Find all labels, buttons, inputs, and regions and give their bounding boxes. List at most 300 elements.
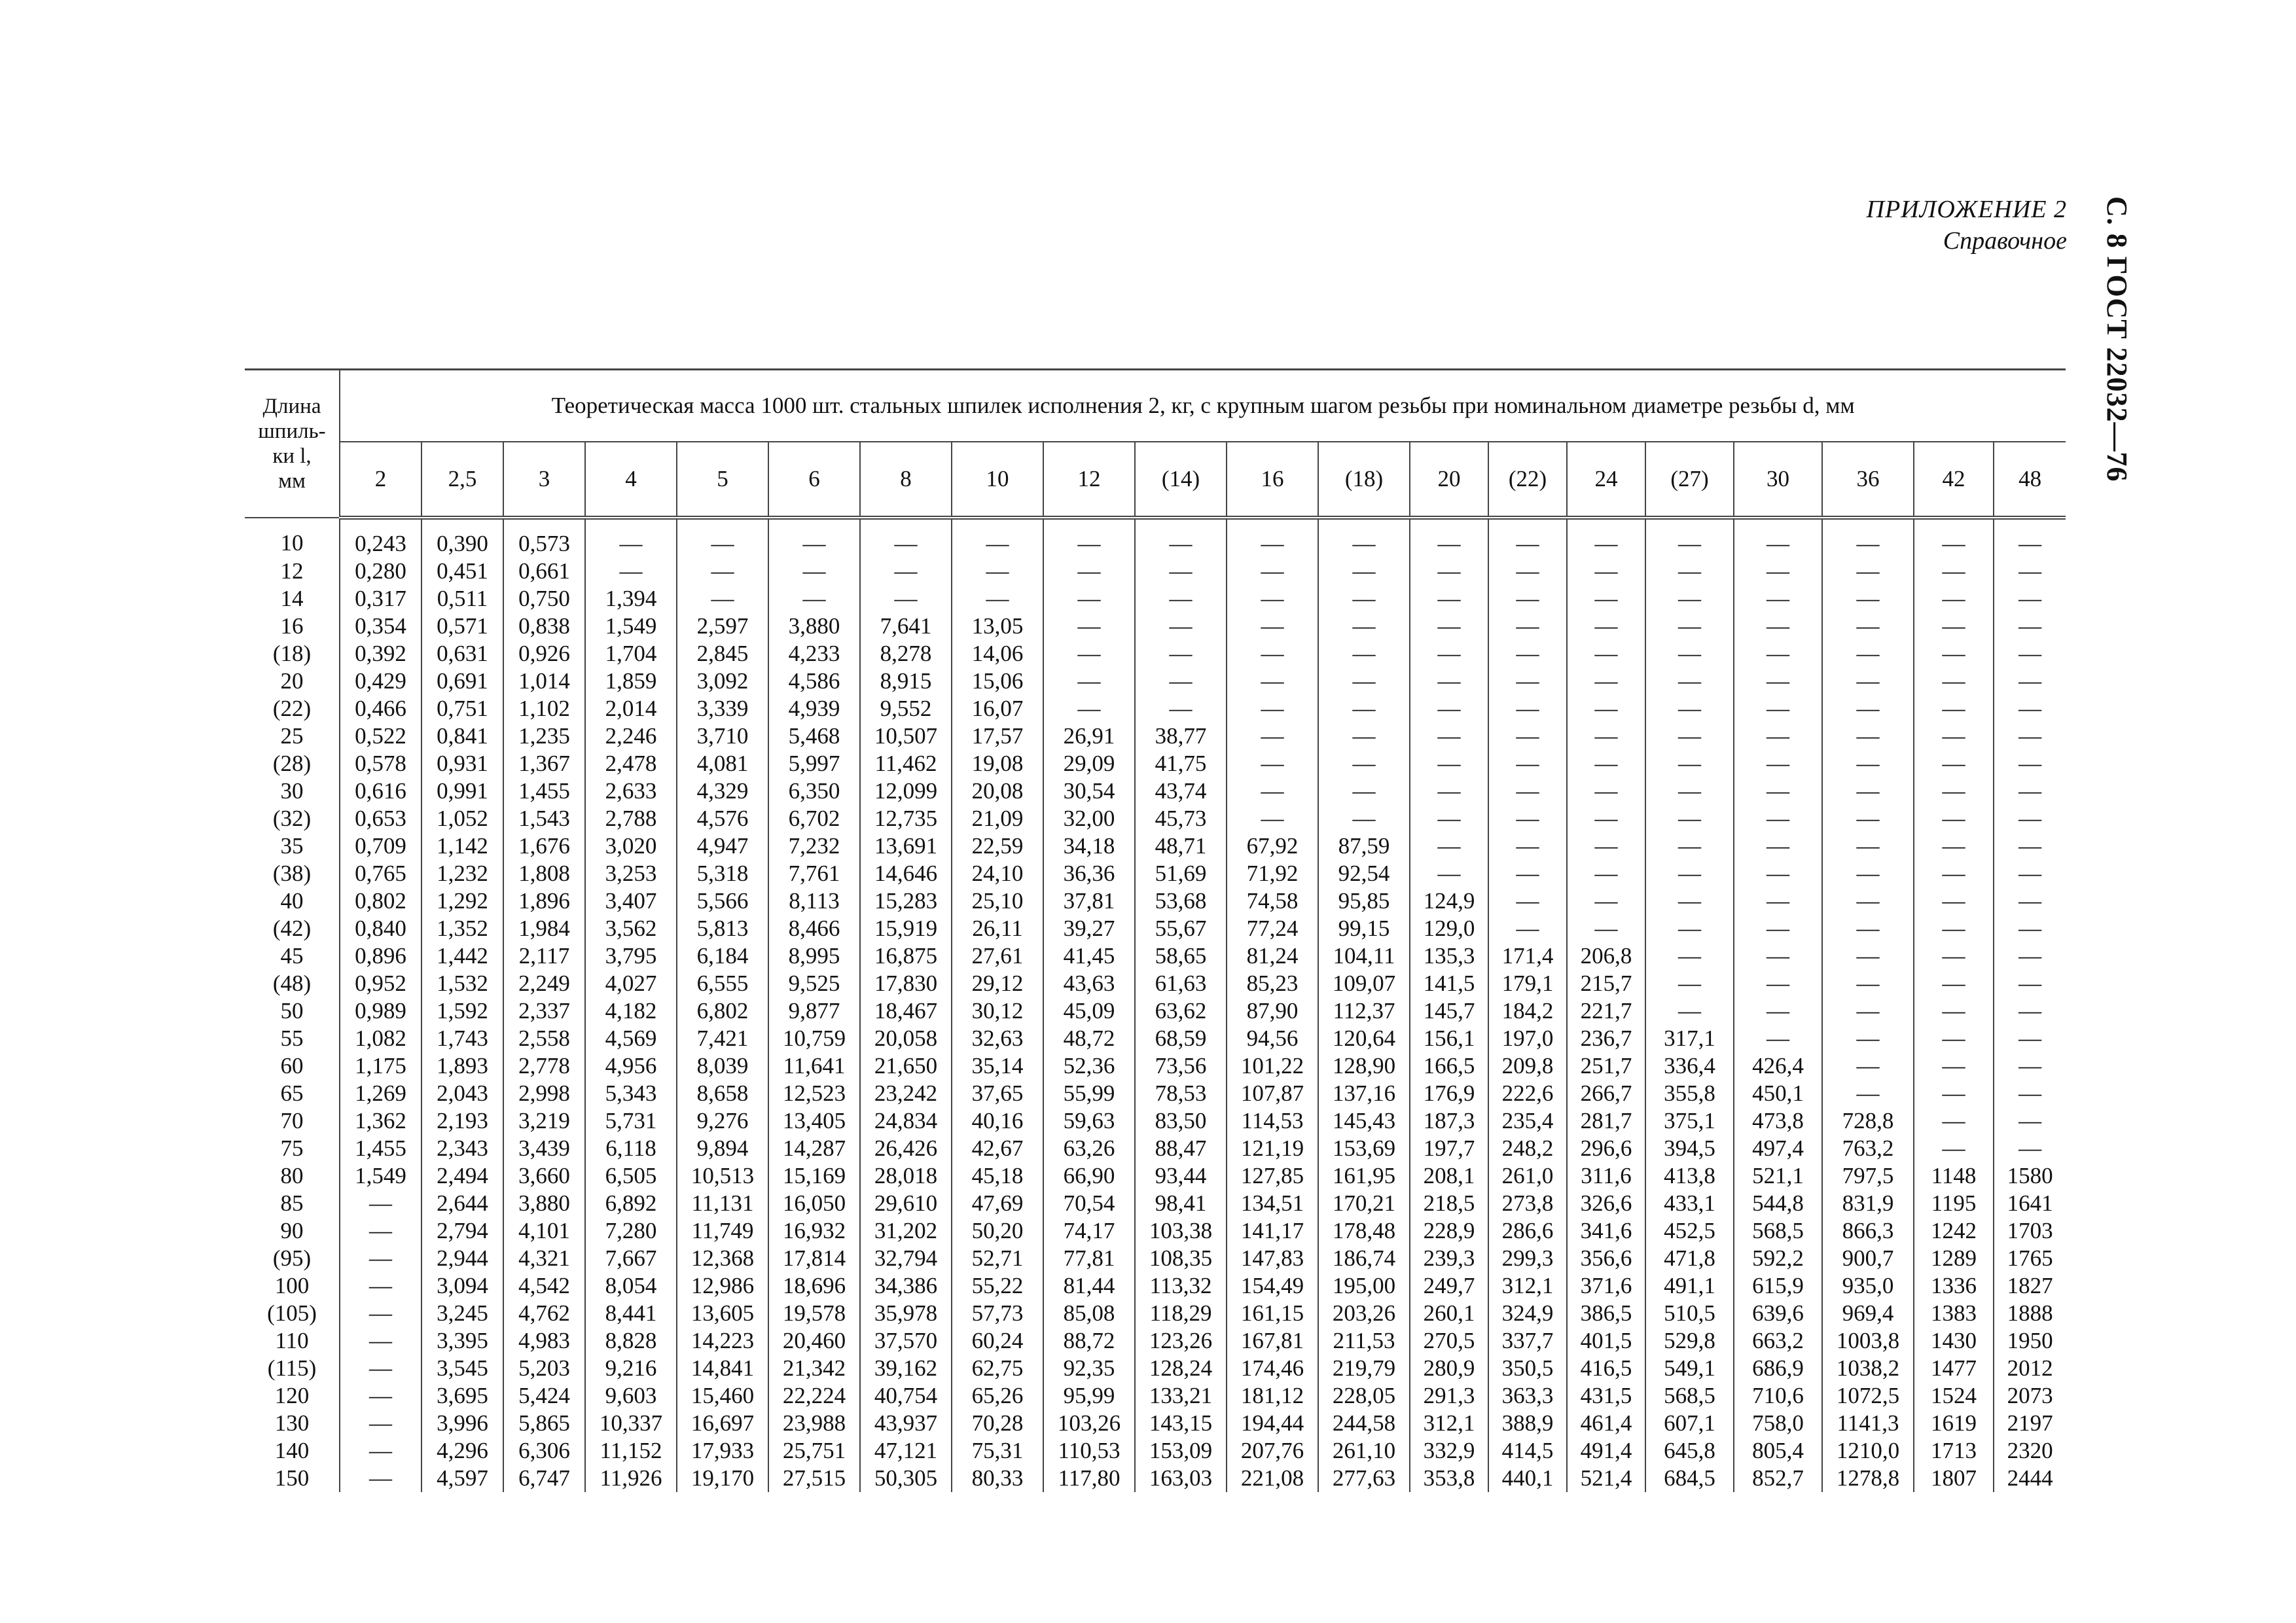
mass-cell: 3,245 [422, 1300, 503, 1327]
mass-cell: 6,184 [677, 942, 768, 970]
mass-cell: 1950 [1994, 1327, 2066, 1355]
mass-cell: — [1410, 777, 1488, 805]
mass-cell: 5,731 [585, 1107, 677, 1135]
mass-cell: 0,926 [503, 640, 585, 668]
length-cell: 35 [245, 832, 340, 860]
mass-cell: 1,082 [340, 1025, 422, 1052]
mass-cell: 0,571 [422, 613, 503, 640]
mass-cell: 9,525 [768, 970, 860, 997]
mass-cell: — [1567, 558, 1645, 585]
mass-cell: 20,058 [860, 1025, 952, 1052]
mass-cell: 0,661 [503, 558, 585, 585]
mass-cell: 1210,0 [1822, 1437, 1914, 1465]
mass-cell: — [1822, 640, 1914, 668]
table-row [245, 970, 2066, 997]
mass-cell: — [1227, 777, 1318, 805]
mass-cell: 249,7 [1410, 1272, 1488, 1300]
mass-cell: 3,094 [422, 1272, 503, 1300]
mass-cell: 20,08 [952, 777, 1043, 805]
mass-cell: 26,426 [860, 1135, 952, 1162]
mass-cell: 1888 [1994, 1300, 2066, 1327]
mass-cell: — [1227, 722, 1318, 750]
mass-cell: 277,63 [1318, 1465, 1410, 1492]
mass-cell: 2,246 [585, 722, 677, 750]
mass-cell: 161,95 [1318, 1162, 1410, 1190]
mass-cell: — [1994, 613, 2066, 640]
mass-cell: 805,4 [1734, 1437, 1822, 1465]
mass-cell: 2,633 [585, 777, 677, 805]
mass-cell: — [1410, 640, 1488, 668]
table-row [245, 942, 2066, 970]
mass-cell: 1,269 [340, 1080, 422, 1107]
mass-cell: — [1488, 640, 1567, 668]
mass-cell: 25,10 [952, 887, 1043, 915]
diameter-header: (14) [1135, 442, 1227, 518]
mass-cell: 440,1 [1488, 1465, 1567, 1492]
mass-cell: 1,592 [422, 997, 503, 1025]
length-cell: 140 [245, 1437, 340, 1465]
table-caption: Теоретическая масса 1000 шт. стальных шпилек исполнения 2, кг, с крупным шагом резьбы при номинальном диаметре резьбы d, мм [340, 370, 2066, 442]
mass-cell: 3,996 [422, 1410, 503, 1437]
table-row [245, 1190, 2066, 1217]
mass-cell: 568,5 [1645, 1382, 1734, 1410]
mass-cell: 31,202 [860, 1217, 952, 1245]
table-row [245, 1382, 2066, 1410]
mass-cell: 6,350 [768, 777, 860, 805]
mass-cell: 195,00 [1318, 1272, 1410, 1300]
mass-cell: 831,9 [1822, 1190, 1914, 1217]
mass-cell: 763,2 [1822, 1135, 1914, 1162]
mass-cell: — [340, 1272, 422, 1300]
mass-cell: — [1488, 585, 1567, 613]
mass-cell: 592,2 [1734, 1245, 1822, 1272]
mass-cell: 401,5 [1567, 1327, 1645, 1355]
mass-cell: — [1734, 613, 1822, 640]
mass-cell: 156,1 [1410, 1025, 1488, 1052]
diameter-header: 36 [1822, 442, 1914, 518]
mass-cell: 291,3 [1410, 1382, 1488, 1410]
mass-cell: — [1994, 750, 2066, 777]
mass-cell: 758,0 [1734, 1410, 1822, 1437]
mass-cell: 208,1 [1410, 1162, 1488, 1190]
mass-cell: 1,549 [585, 613, 677, 640]
mass-cell: 426,4 [1734, 1052, 1822, 1080]
mass-cell: 6,702 [768, 805, 860, 832]
table-row [245, 585, 2066, 613]
mass-cell: — [1567, 832, 1645, 860]
mass-cell: 14,841 [677, 1355, 768, 1382]
mass-cell: — [1043, 558, 1135, 585]
mass-cell: 206,8 [1567, 942, 1645, 970]
mass-cell: — [1043, 695, 1135, 722]
mass-cell: — [1822, 750, 1914, 777]
mass-cell: 324,9 [1488, 1300, 1567, 1327]
mass-cell: 0,317 [340, 585, 422, 613]
table-row [245, 1300, 2066, 1327]
mass-cell: 21,650 [860, 1052, 952, 1080]
mass-cell: 1,743 [422, 1025, 503, 1052]
mass-cell: — [1645, 695, 1734, 722]
mass-cell: 2,337 [503, 997, 585, 1025]
mass-cell: 2,249 [503, 970, 585, 997]
mass-cell: 37,65 [952, 1080, 1043, 1107]
mass-cell: — [677, 585, 768, 613]
mass-cell: — [1318, 585, 1410, 613]
mass-cell: 431,5 [1567, 1382, 1645, 1410]
mass-cell: 127,85 [1227, 1162, 1318, 1190]
mass-cell: 1,455 [503, 777, 585, 805]
mass-cell: 47,69 [952, 1190, 1043, 1217]
mass-cell: 710,6 [1734, 1382, 1822, 1410]
length-cell: (115) [245, 1355, 340, 1382]
mass-cell: 4,329 [677, 777, 768, 805]
mass-cell: 228,9 [1410, 1217, 1488, 1245]
mass-cell: 5,424 [503, 1382, 585, 1410]
mass-cell: — [1488, 558, 1567, 585]
mass-cell: — [1135, 558, 1227, 585]
mass-cell: 11,926 [585, 1465, 677, 1492]
mass-cell: 9,877 [768, 997, 860, 1025]
mass-cell: 7,232 [768, 832, 860, 860]
mass-cell: — [1734, 1025, 1822, 1052]
mass-cell: 221,08 [1227, 1465, 1318, 1492]
mass-cell: 133,21 [1135, 1382, 1227, 1410]
mass-cell: 414,5 [1488, 1437, 1567, 1465]
mass-cell: — [1318, 668, 1410, 695]
mass-cell: 1,543 [503, 805, 585, 832]
mass-cell: — [1567, 518, 1645, 558]
mass-cell: 24,834 [860, 1107, 952, 1135]
mass-cell: 3,092 [677, 668, 768, 695]
mass-cell: 16,875 [860, 942, 952, 970]
mass-cell: — [1734, 668, 1822, 695]
mass-cell: — [1135, 668, 1227, 695]
mass-cell: — [1488, 613, 1567, 640]
length-cell: 16 [245, 613, 340, 640]
length-cell: (105) [245, 1300, 340, 1327]
mass-cell: 1,394 [585, 585, 677, 613]
mass-cell: 1,232 [422, 860, 503, 887]
mass-cell: 13,05 [952, 613, 1043, 640]
mass-cell: 161,15 [1227, 1300, 1318, 1327]
mass-cell: 388,9 [1488, 1410, 1567, 1437]
mass-cell: 32,63 [952, 1025, 1043, 1052]
mass-cell: 117,80 [1043, 1465, 1135, 1492]
mass-cell: 0,466 [340, 695, 422, 722]
mass-cell: 61,63 [1135, 970, 1227, 997]
length-cell: (48) [245, 970, 340, 997]
mass-cell: — [1410, 722, 1488, 750]
mass-cell: — [1135, 640, 1227, 668]
mass-cell: 101,22 [1227, 1052, 1318, 1080]
mass-cell: 497,4 [1734, 1135, 1822, 1162]
mass-cell: 1827 [1994, 1272, 2066, 1300]
mass-cell: 18,467 [860, 997, 952, 1025]
mass-cell: 228,05 [1318, 1382, 1410, 1410]
diameter-header: 42 [1914, 442, 1994, 518]
mass-cell: 312,1 [1410, 1410, 1488, 1437]
mass-cell: 1,549 [340, 1162, 422, 1190]
mass-cell: — [1567, 668, 1645, 695]
mass-cell: 2012 [1994, 1355, 2066, 1382]
mass-cell: — [1734, 997, 1822, 1025]
mass-cell: 118,29 [1135, 1300, 1227, 1327]
appendix-heading [1867, 195, 2067, 255]
mass-cell: 413,8 [1645, 1162, 1734, 1190]
mass-cell: — [1914, 887, 1994, 915]
mass-cell: — [1994, 518, 2066, 558]
mass-cell: 1195 [1914, 1190, 1994, 1217]
mass-cell: 179,1 [1488, 970, 1567, 997]
mass-cell: 35,978 [860, 1300, 952, 1327]
mass-cell: 1,367 [503, 750, 585, 777]
mass-cell: 81,24 [1227, 942, 1318, 970]
mass-cell: 4,182 [585, 997, 677, 1025]
mass-cell: 1477 [1914, 1355, 1994, 1382]
table-row [245, 1355, 2066, 1382]
mass-cell: 14,223 [677, 1327, 768, 1355]
mass-cell: 4,321 [503, 1245, 585, 1272]
mass-cell: 9,216 [585, 1355, 677, 1382]
mass-cell: — [952, 585, 1043, 613]
length-cell: 70 [245, 1107, 340, 1135]
mass-cell: — [1822, 915, 1914, 942]
mass-cell: 5,997 [768, 750, 860, 777]
mass-cell: — [1822, 832, 1914, 860]
mass-cell: 4,947 [677, 832, 768, 860]
mass-cell: 1524 [1914, 1382, 1994, 1410]
mass-cell: — [1318, 777, 1410, 805]
mass-cell: 181,12 [1227, 1382, 1318, 1410]
mass-cell: 78,53 [1135, 1080, 1227, 1107]
mass-cell: 10,759 [768, 1025, 860, 1052]
mass-cell: — [1645, 860, 1734, 887]
mass-cell: 16,932 [768, 1217, 860, 1245]
length-cell: (42) [245, 915, 340, 942]
mass-cell: — [1645, 722, 1734, 750]
length-cell: (22) [245, 695, 340, 722]
length-header-line: шпиль- [258, 419, 326, 443]
mass-cell: 7,641 [860, 613, 952, 640]
mass-cell: 491,4 [1567, 1437, 1645, 1465]
mass-cell: — [1994, 915, 2066, 942]
mass-cell: 36,36 [1043, 860, 1135, 887]
mass-cell: 7,421 [677, 1025, 768, 1052]
mass-cell: — [1914, 1135, 1994, 1162]
diameter-header: 48 [1994, 442, 2066, 518]
mass-cell: — [1822, 860, 1914, 887]
mass-cell: 4,081 [677, 750, 768, 777]
mass-cell: — [1822, 777, 1914, 805]
mass-cell: 8,278 [860, 640, 952, 668]
mass-cell: 87,90 [1227, 997, 1318, 1025]
mass-cell: 0,838 [503, 613, 585, 640]
mass-cell: — [1410, 585, 1488, 613]
mass-cell: 85,08 [1043, 1300, 1135, 1327]
mass-cell: 43,63 [1043, 970, 1135, 997]
mass-cell: — [1822, 1025, 1914, 1052]
mass-cell: 23,988 [768, 1410, 860, 1437]
table-row [245, 1245, 2066, 1272]
mass-cell: 128,90 [1318, 1052, 1410, 1080]
mass-cell: — [1645, 668, 1734, 695]
mass-cell: 1619 [1914, 1410, 1994, 1437]
diameter-header: 6 [768, 442, 860, 518]
mass-cell: 1336 [1914, 1272, 1994, 1300]
side-header-text: С. 8 ГОСТ 22032—76 [2101, 196, 2133, 482]
mass-cell: 16,050 [768, 1190, 860, 1217]
mass-cell: 10,513 [677, 1162, 768, 1190]
mass-cell: — [1135, 585, 1227, 613]
mass-cell: — [1994, 1052, 2066, 1080]
mass-cell: 80,33 [952, 1465, 1043, 1492]
mass-cell: — [1734, 970, 1822, 997]
mass-cell: 663,2 [1734, 1327, 1822, 1355]
mass-cell: 30,12 [952, 997, 1043, 1025]
mass-cell: 27,515 [768, 1465, 860, 1492]
mass-cell: 12,986 [677, 1272, 768, 1300]
mass-cell: 450,1 [1734, 1080, 1822, 1107]
mass-cell: — [1822, 805, 1914, 832]
mass-cell: 95,85 [1318, 887, 1410, 915]
mass-cell: 1807 [1914, 1465, 1994, 1492]
mass-cell: 0,691 [422, 668, 503, 695]
mass-cell: 104,11 [1318, 942, 1410, 970]
mass-cell: 145,7 [1410, 997, 1488, 1025]
mass-cell: 5,566 [677, 887, 768, 915]
mass-cell: 2,778 [503, 1052, 585, 1080]
mass-cell: 10,337 [585, 1410, 677, 1437]
length-cell: 45 [245, 942, 340, 970]
length-cell: (32) [245, 805, 340, 832]
mass-cell: 141,5 [1410, 970, 1488, 997]
mass-cell: 29,12 [952, 970, 1043, 997]
mass-cell: 568,5 [1734, 1217, 1822, 1245]
mass-cell: — [1645, 640, 1734, 668]
mass-cell: 521,4 [1567, 1465, 1645, 1492]
mass-cell: 1,704 [585, 640, 677, 668]
length-cell: 10 [245, 518, 340, 558]
mass-cell: 375,1 [1645, 1107, 1734, 1135]
mass-cell: 3,219 [503, 1107, 585, 1135]
mass-cell: 77,24 [1227, 915, 1318, 942]
mass-cell: 248,2 [1488, 1135, 1567, 1162]
mass-cell: — [1227, 613, 1318, 640]
mass-cell: 1,292 [422, 887, 503, 915]
mass-cell: — [1488, 777, 1567, 805]
mass-cell: — [1822, 1052, 1914, 1080]
mass-cell: 5,343 [585, 1080, 677, 1107]
mass-cell: 11,641 [768, 1052, 860, 1080]
mass-cell: — [1914, 558, 1994, 585]
mass-cell: — [1567, 613, 1645, 640]
length-cell: 110 [245, 1327, 340, 1355]
mass-cell: 21,342 [768, 1355, 860, 1382]
mass-cell: 4,233 [768, 640, 860, 668]
mass-cell: 416,5 [1567, 1355, 1645, 1382]
mass-cell: — [677, 558, 768, 585]
mass-cell: 74,17 [1043, 1217, 1135, 1245]
mass-cell: 215,7 [1567, 970, 1645, 997]
mass-cell: 3,439 [503, 1135, 585, 1162]
mass-cell: 83,50 [1135, 1107, 1227, 1135]
mass-cell: — [1488, 668, 1567, 695]
mass-cell: 3,339 [677, 695, 768, 722]
mass-cell: 3,660 [503, 1162, 585, 1190]
mass-cell: — [1822, 695, 1914, 722]
mass-cell: 3,020 [585, 832, 677, 860]
mass-cell: 17,814 [768, 1245, 860, 1272]
mass-cell: 935,0 [1822, 1272, 1914, 1300]
mass-cell: 452,5 [1645, 1217, 1734, 1245]
mass-cell: 13,691 [860, 832, 952, 860]
mass-cell: 852,7 [1734, 1465, 1822, 1492]
mass-cell: — [1734, 887, 1822, 915]
mass-cell: — [1043, 668, 1135, 695]
mass-cell: 1,859 [585, 668, 677, 695]
mass-cell: 219,79 [1318, 1355, 1410, 1382]
mass-cell: 81,44 [1043, 1272, 1135, 1300]
mass-cell: — [1914, 970, 1994, 997]
mass-cell: — [340, 1355, 422, 1382]
mass-cell: 236,7 [1567, 1025, 1645, 1052]
mass-cell: 11,131 [677, 1190, 768, 1217]
mass-cell: 0,765 [340, 860, 422, 887]
table-row [245, 1217, 2066, 1245]
mass-cell: 261,10 [1318, 1437, 1410, 1465]
mass-cell: 41,75 [1135, 750, 1227, 777]
mass-cell: 1,014 [503, 668, 585, 695]
table-row [245, 1465, 2066, 1492]
mass-cell: — [1994, 640, 2066, 668]
mass-cell: — [1734, 832, 1822, 860]
mass-cell: — [1135, 695, 1227, 722]
mass-cell: 251,7 [1567, 1052, 1645, 1080]
mass-cell: 15,460 [677, 1382, 768, 1410]
mass-cell: — [1994, 1080, 2066, 1107]
mass-cell: 43,74 [1135, 777, 1227, 805]
mass-cell: 286,6 [1488, 1217, 1567, 1245]
mass-cell: 87,59 [1318, 832, 1410, 860]
mass-cell: 30,54 [1043, 777, 1135, 805]
mass-cell: 317,1 [1645, 1025, 1734, 1052]
mass-cell: — [1645, 750, 1734, 777]
mass-cell: 0,511 [422, 585, 503, 613]
mass-cell: — [1227, 668, 1318, 695]
mass-cell: — [1410, 750, 1488, 777]
mass-cell: — [1822, 558, 1914, 585]
mass-cell: 2,117 [503, 942, 585, 970]
appendix-title: ПРИЛОЖЕНИЕ 2 [1866, 196, 2067, 223]
mass-cell: 0,522 [340, 722, 422, 750]
mass-cell: — [1914, 1025, 1994, 1052]
mass-cell: — [1410, 558, 1488, 585]
mass-cell: 14,06 [952, 640, 1043, 668]
table-row [245, 1272, 2066, 1300]
mass-cell: 1580 [1994, 1162, 2066, 1190]
mass-cell: — [1914, 750, 1994, 777]
length-column-header [245, 370, 340, 518]
mass-cell: 75,31 [952, 1437, 1043, 1465]
mass-cell: 3,545 [422, 1355, 503, 1382]
mass-cell: — [1914, 860, 1994, 887]
length-header-line: ки l, [272, 444, 312, 468]
mass-cell: — [1043, 640, 1135, 668]
mass-cell: 1141,3 [1822, 1410, 1914, 1437]
mass-cell: 6,306 [503, 1437, 585, 1465]
mass-cell: 1,896 [503, 887, 585, 915]
mass-cell: — [1318, 518, 1410, 558]
